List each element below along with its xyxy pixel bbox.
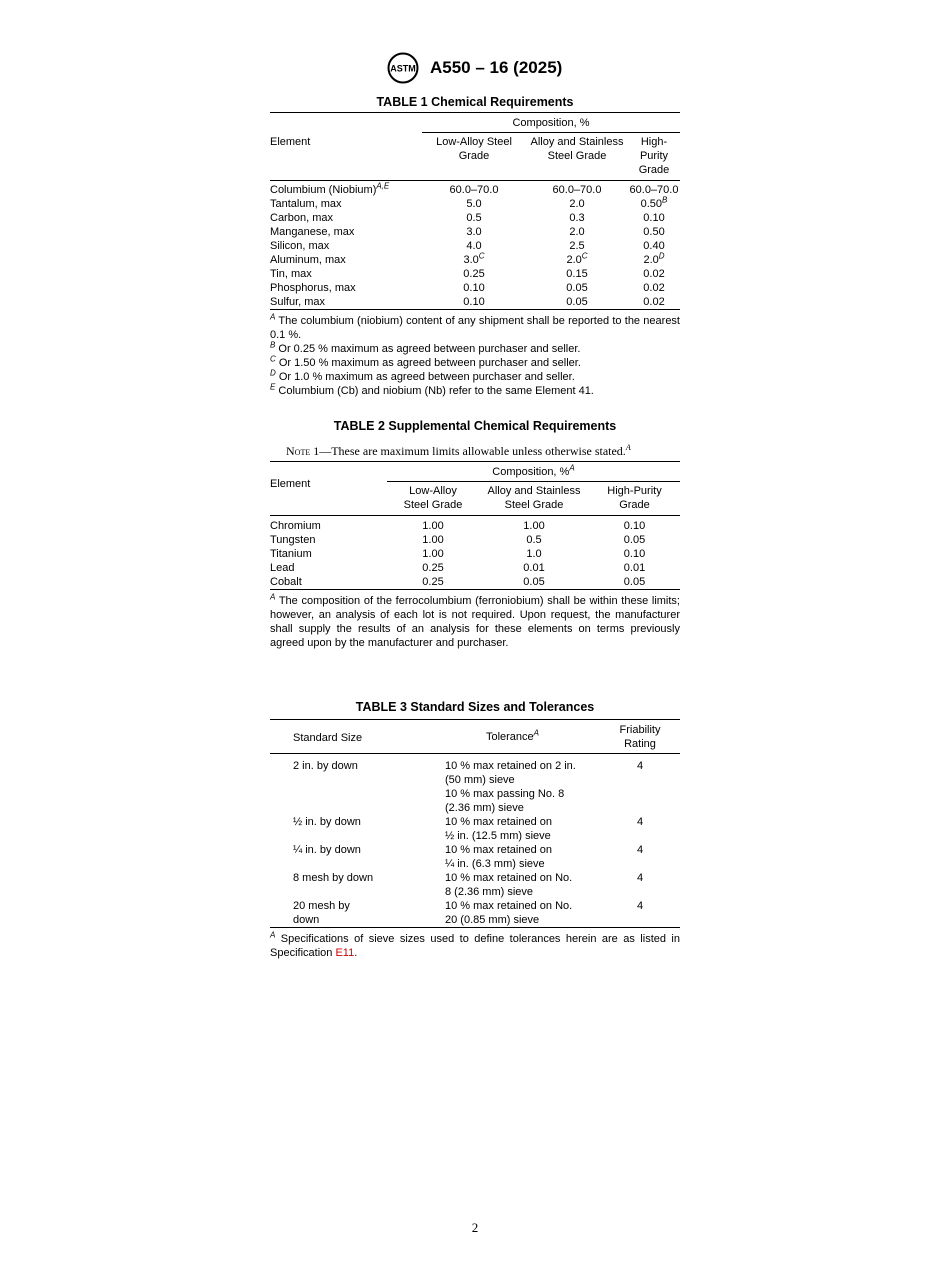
table1-element-name: Silicon, max <box>270 240 330 252</box>
table3-tolerance-line: ½ in. (12.5 mm) sieve <box>445 830 551 842</box>
footnote-mark: A <box>270 312 276 322</box>
table3 <box>270 719 680 960</box>
table3-tolerance-line: 10 % max passing No. 8 <box>445 788 565 800</box>
table1-value-cell <box>526 239 628 253</box>
table1-value: 2.0 <box>569 198 585 210</box>
table-row <box>270 533 680 547</box>
table1-col-header-line: Alloy and Stainless <box>530 136 624 148</box>
table2-element-cell: Tungsten <box>270 534 316 546</box>
table2 <box>270 444 680 650</box>
table-row <box>270 899 680 928</box>
table2-value-cell: 1.00 <box>422 548 444 560</box>
table1-footnote <box>270 314 680 342</box>
table2-col-header-line: Grade <box>619 499 650 511</box>
table1-value-sup: C <box>478 251 485 261</box>
footnote-mark: E <box>270 382 276 392</box>
table1-value: 4.0 <box>466 240 482 252</box>
table1-element-name: Phosphorus, max <box>270 282 356 294</box>
document-designation: A550 – 16 (2025) <box>430 58 563 77</box>
table2-value-cell: 1.0 <box>526 548 542 560</box>
table1-value: 3.0 <box>466 226 482 238</box>
table1-value: 0.10 <box>463 296 485 308</box>
table1-value: 0.10 <box>643 212 665 224</box>
table2-caption: TABLE 2 Supplemental Chemical Requirements <box>333 419 617 433</box>
table1-value-cell <box>422 181 526 198</box>
table2-note: Note 1—These are maximum limits allowable unless otherwise stated.$^A$ <box>286 443 631 458</box>
table-row <box>270 253 680 267</box>
table1-value-cell <box>422 281 526 295</box>
table-row <box>270 575 680 590</box>
table3-tolerance-line: 10 % max retained on 2 in. <box>445 760 576 772</box>
table2-footnotes <box>270 594 680 650</box>
table1-element-cell <box>270 295 422 310</box>
table1-element-cell <box>270 211 422 225</box>
table1-value: 0.05 <box>566 282 588 294</box>
table2-value-cell: 0.25 <box>422 562 444 574</box>
page-number: 2 <box>471 1220 479 1235</box>
table1-value-cell <box>422 197 526 211</box>
footnote-mark: D <box>270 368 276 378</box>
table3-size-line: ¼ in. by down <box>293 844 361 856</box>
table1-element-name: Aluminum, max <box>270 254 346 266</box>
table1-value: 60.0–70.0 <box>629 184 679 196</box>
table3-rating-cell: 4 <box>636 844 644 856</box>
table1-element-name: Tantalum, max <box>270 198 342 210</box>
table-row <box>270 267 680 281</box>
table1-col-header <box>628 133 680 181</box>
table1-value-cell <box>422 225 526 239</box>
table1-value-cell <box>422 295 526 310</box>
table-row <box>270 547 680 561</box>
table1-value: 3.0 <box>463 254 479 266</box>
table3-caption: TABLE 3 Standard Sizes and Tolerances <box>355 700 595 714</box>
table1-col-header-line: High-Purity <box>639 136 669 162</box>
table1-body <box>270 181 680 310</box>
table3-tolerance-line: 10 % max retained on No. <box>445 900 573 912</box>
table-row <box>270 211 680 225</box>
table3-size-header: Standard Size <box>270 720 425 754</box>
table1-value-sup: B <box>662 195 668 205</box>
table1-element-header: Element <box>270 113 422 181</box>
table1-value-cell <box>526 181 628 198</box>
table-row <box>270 281 680 295</box>
table1-value-cell <box>628 239 680 253</box>
table1-value-sup: D <box>658 251 665 261</box>
table3-tolerance-line: ¼ in. (6.3 mm) sieve <box>445 858 545 870</box>
table3-size-line: down <box>293 914 320 926</box>
table3-tolerance-cell <box>425 871 600 899</box>
table1-col-header-line: Steel Grade <box>547 150 607 162</box>
table1-col-header-line: Grade <box>458 150 490 162</box>
table3-friability-header: Friability Rating <box>600 720 680 754</box>
table1-value: 0.3 <box>569 212 585 224</box>
table1-value-cell <box>422 253 526 267</box>
table2-value-cell: 0.25 <box>387 575 479 590</box>
table1-value: 0.50 <box>643 226 665 238</box>
table-row <box>270 516 680 534</box>
table1-col-header-line: Low-Alloy Steel <box>436 136 512 148</box>
astm-logo-icon <box>386 52 420 84</box>
table1-footnote <box>270 384 680 398</box>
table2-value-cell: 0.5 <box>526 534 542 546</box>
footnote-text: Or 0.25 % maximum as agreed between purchaser and seller. <box>275 343 581 355</box>
table1-value-cell <box>628 225 680 239</box>
table1-footnote <box>270 356 680 370</box>
table3-tolerance-line: 10 % max retained on No. <box>445 872 573 884</box>
table1-footnotes <box>270 314 680 398</box>
table2-value-cell: 1.00 <box>422 520 444 532</box>
e11-link[interactable]: E11 <box>335 947 355 959</box>
table2-col-header <box>589 482 680 516</box>
footnote-mark: A <box>270 592 276 602</box>
table-row <box>270 197 680 211</box>
table3-tolerance-cell <box>425 899 600 928</box>
table1-footnote <box>270 370 680 384</box>
table1-caption: TABLE 1 Chemical Requirements <box>376 95 574 109</box>
table1-element-cell <box>270 253 422 267</box>
table1 <box>270 112 680 398</box>
table3-tolerance-line: (50 mm) sieve <box>445 774 515 786</box>
footnote-mark: B <box>270 340 276 350</box>
table1-value-cell <box>526 211 628 225</box>
footnote-text: Columbium (Cb) and niobium (Nb) refer to the same Element 41. <box>275 385 594 397</box>
table2-value-cell: 0.01 <box>523 562 545 574</box>
table1-element-cell <box>270 225 422 239</box>
table-row <box>270 561 680 575</box>
table-row <box>270 225 680 239</box>
table2-col-header-line: Steel Grade <box>504 499 564 511</box>
table1-value: 0.40 <box>643 240 665 252</box>
table1-value-cell <box>628 253 680 267</box>
table2-col-header-line: Low-Alloy <box>409 485 457 497</box>
table2-value-cell: 0.05 <box>589 575 680 590</box>
table3-tolerance-cell <box>425 843 600 871</box>
table1-value-cell <box>628 281 680 295</box>
table1-col-header <box>526 133 628 181</box>
table3-tolerance-header: Tolerance$^A$ <box>425 720 600 754</box>
table2-col-header <box>479 482 589 516</box>
table2-value-cell: 0.05 <box>623 534 646 546</box>
table3-body <box>270 754 680 928</box>
table2-composition-header: Composition, %$^A$ <box>387 462 680 482</box>
table3-rating-cell: 4 <box>636 760 644 772</box>
page-header <box>0 52 950 86</box>
table1-value: 0.5 <box>466 212 482 224</box>
table1-value: 0.02 <box>643 296 665 308</box>
table1-element-sup: A,E <box>376 181 390 191</box>
table2-value-cell: 0.10 <box>623 520 646 532</box>
table1-value-cell <box>422 239 526 253</box>
table1-value-sup: C <box>581 251 588 261</box>
table1-element-cell <box>270 239 422 253</box>
table3-rating-cell: 4 <box>600 899 680 928</box>
table1-value: 0.02 <box>643 268 665 280</box>
table-row <box>270 815 680 843</box>
table1-element-cell <box>270 181 422 198</box>
table1-value: 2.5 <box>569 240 585 252</box>
footnote-text: Or 1.0 % maximum as agreed between purchaser and seller. <box>275 371 575 383</box>
table1-element-cell <box>270 197 422 211</box>
table1-value-cell <box>628 181 680 198</box>
table1-value: 0.05 <box>566 296 588 308</box>
footnote-text: The composition of the ferrocolumbium (ferroniobium) shall be within these limits; however, an analysis of each lot is not required. Upon request, the manufacturer shall supply the results of an analysis for these elements on terms previously agreed upon by the manufacturer and purchaser. <box>270 595 680 649</box>
table1-col-header <box>422 133 526 181</box>
table2-element-cell: Chromium <box>270 520 321 532</box>
table1-value-cell <box>526 197 628 211</box>
table2-col-header-line: Alloy and Stainless <box>487 485 581 497</box>
table1-element-cell <box>270 281 422 295</box>
table2-col-header-line: High-Purity <box>607 485 662 497</box>
table3-size-line: 8 mesh by down <box>293 872 374 884</box>
table1-col-header-line: Grade <box>638 164 670 176</box>
table1-value: 0.15 <box>566 268 588 280</box>
table1-element-name: Sulfur, max <box>270 296 326 308</box>
table3-tolerance-cell <box>425 815 600 843</box>
table3-size-line: 20 mesh by <box>293 900 350 912</box>
table3-size-cell <box>270 754 425 816</box>
table3-footnote: $^A$ Specifications of sieve sizes used to define tolerances herein are as listed in Specification E11. <box>270 930 680 959</box>
table1-value-cell <box>628 295 680 310</box>
table1-value-cell <box>628 211 680 225</box>
table1-value-cell <box>628 267 680 281</box>
table1-value: 0.50 <box>640 198 663 210</box>
table2-col-header-line: Steel Grade <box>403 499 463 511</box>
table1-value: 2.0 <box>643 254 659 266</box>
table3-rating-cell: 4 <box>636 816 644 828</box>
table3-tolerance-line: 20 (0.85 mm) sieve <box>445 914 540 926</box>
table1-value: 2.0 <box>566 254 582 266</box>
table2-element-cell: Cobalt <box>270 575 387 590</box>
table2-value-cell: 0.05 <box>479 575 589 590</box>
table1-element-name: Tin, max <box>270 268 312 280</box>
table1-value: 0.25 <box>463 268 485 280</box>
table1-element-name: Manganese, max <box>270 226 355 238</box>
table2-element-cell: Lead <box>270 562 295 574</box>
table3-tolerance-line: (2.36 mm) sieve <box>445 802 524 814</box>
table3-size-cell <box>270 899 425 928</box>
table3-size-cell <box>270 815 425 843</box>
table3-size-line: ½ in. by down <box>293 816 361 828</box>
table2-value-cell: 0.01 <box>623 562 646 574</box>
svg-text:ASTM: ASTM <box>390 63 416 74</box>
table1-value-cell <box>526 267 628 281</box>
table1-element-name: Carbon, max <box>270 212 333 224</box>
table1-value-cell <box>526 225 628 239</box>
footnote-mark: C <box>270 354 276 364</box>
table3-tolerance-line: 10 % max retained on <box>445 844 553 856</box>
table1-value: 0.02 <box>643 282 665 294</box>
table1-value-cell <box>422 211 526 225</box>
table3-rating-cell: 4 <box>636 872 644 884</box>
footnote-text: Or 1.50 % maximum as agreed between purchaser and seller. <box>275 357 581 369</box>
table3-size-cell <box>270 843 425 871</box>
table1-element-name: Columbium (Niobium) <box>270 184 377 196</box>
table3-size-line: 2 in. by down <box>293 760 358 772</box>
table1-value-cell <box>526 295 628 310</box>
table-row <box>270 295 680 310</box>
table2-value-cell: 1.00 <box>422 534 444 546</box>
table-row <box>270 871 680 899</box>
table1-value: 5.0 <box>466 198 482 210</box>
table2-value-cell: 1.00 <box>523 520 545 532</box>
table2-col-header <box>387 482 479 516</box>
table1-value: 60.0–70.0 <box>552 184 602 196</box>
table2-element-header: Element <box>270 462 387 516</box>
table-row <box>270 239 680 253</box>
table-row <box>270 843 680 871</box>
table1-footnote <box>270 342 680 356</box>
table2-body <box>270 516 680 590</box>
table1-value: 60.0–70.0 <box>449 184 499 196</box>
table1-value-cell <box>628 197 680 211</box>
table1-value-cell <box>526 281 628 295</box>
table1-value-cell <box>422 267 526 281</box>
footnote-text: The columbium (niobium) content of any shipment shall be reported to the nearest 0.1 %. <box>270 315 680 341</box>
table2-footnote <box>270 594 680 650</box>
table3-tolerance-line: 8 (2.36 mm) sieve <box>445 886 534 898</box>
table3-tolerance-line: 10 % max retained on <box>445 816 553 828</box>
table1-element-cell <box>270 267 422 281</box>
table2-value-cell: 0.10 <box>623 548 646 560</box>
table1-value: 0.10 <box>463 282 485 294</box>
table-row <box>270 181 680 198</box>
table1-value-cell <box>526 253 628 267</box>
table1-value: 2.0 <box>569 226 585 238</box>
table3-tolerance-cell <box>425 754 600 816</box>
table3-size-cell <box>270 871 425 899</box>
table2-element-cell: Titanium <box>270 548 312 560</box>
table-row <box>270 754 680 816</box>
table1-composition-header: Composition, % <box>422 113 680 133</box>
